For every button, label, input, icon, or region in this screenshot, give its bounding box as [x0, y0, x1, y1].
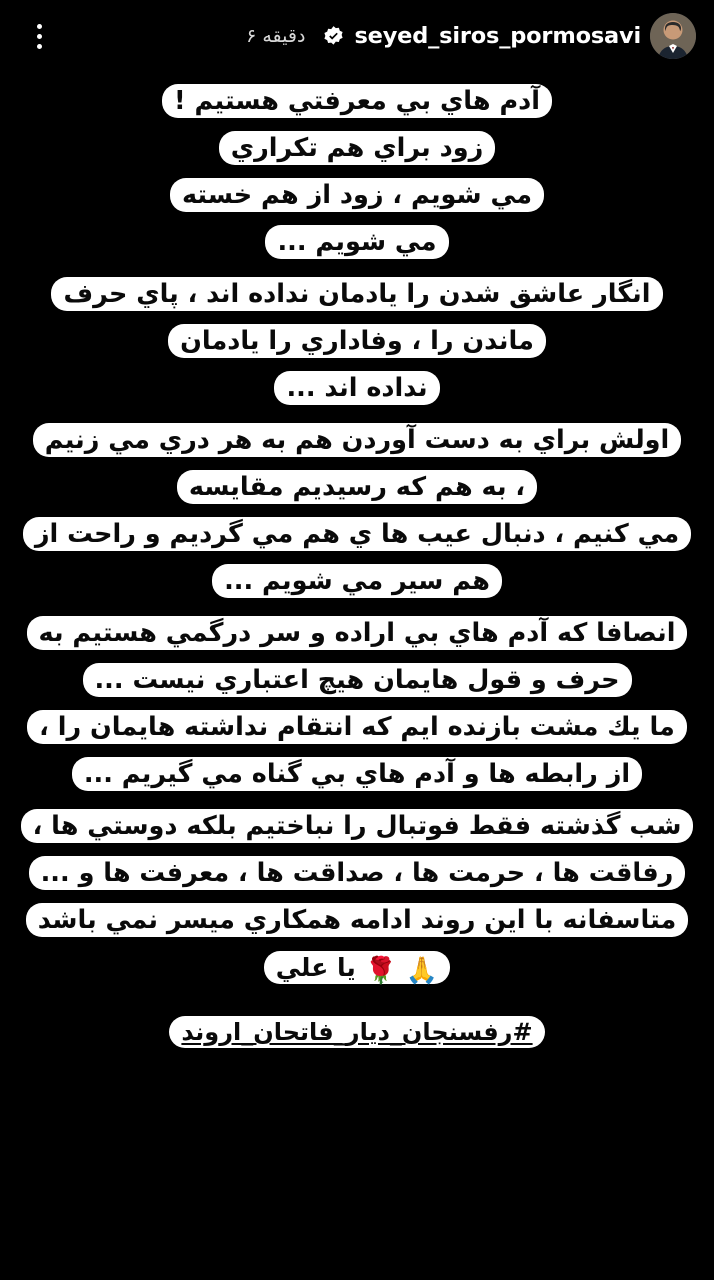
story-line: نداده اند ... — [274, 371, 439, 405]
story-line-wrap — [14, 897, 700, 944]
story-line: اولش براي به دست آوردن هم به هر دري مي زنيم — [33, 423, 682, 457]
story-line: ما يك مشت بازنده ايم كه انتقام نداشته هايمان را ، — [27, 710, 687, 744]
story-header — [0, 0, 714, 72]
story-line-wrap — [14, 78, 700, 125]
story-line-wrap — [14, 850, 700, 897]
story-text-overlay — [0, 78, 714, 1056]
story-line-wrap — [14, 172, 700, 219]
story-line: ، به هم كه رسيديم مقايسه — [177, 470, 537, 504]
story-line-wrap — [14, 511, 700, 558]
story-line-wrap — [14, 318, 700, 365]
story-timestamp: ۶ دقیقه — [246, 25, 306, 47]
story-line-wrap — [14, 803, 700, 850]
story-line: آدم هاي بي معرفتي هستيم ! — [162, 84, 552, 118]
story-line-wrap — [14, 704, 700, 751]
story-line: رفاقت ها ، حرمت ها ، صداقت ها ، معرفت ها و ... — [29, 856, 686, 890]
story-author-group[interactable] — [246, 13, 696, 59]
story-line-wrap — [14, 751, 700, 798]
menu-dot — [37, 44, 42, 49]
story-line-wrap — [14, 610, 700, 657]
story-line-wrap — [14, 271, 700, 318]
story-paragraph — [14, 78, 700, 266]
verified-badge-icon — [322, 25, 345, 48]
story-line: حرف و قول هايمان هيچ اعتباري نيست ... — [83, 663, 632, 697]
story-hashtag-wrap — [14, 1009, 700, 1056]
story-paragraph — [14, 610, 700, 798]
menu-dot — [37, 24, 42, 29]
story-line: مي شويم ... — [265, 225, 448, 259]
story-line-wrap — [14, 417, 700, 464]
story-paragraph — [14, 271, 700, 412]
story-line-wrap — [14, 944, 700, 995]
story-line-wrap — [14, 657, 700, 704]
story-line: متاسفانه با اين روند ادامه همكاري ميسر نمي باشد — [26, 903, 689, 937]
story-line-wrap — [14, 464, 700, 511]
story-line: از رابطه ها و آدم هاي بي گناه مي گيريم ... — [72, 757, 642, 791]
hashtag-link[interactable]: #رفسنجان_ديار_فاتحان_اروند — [169, 1016, 544, 1048]
story-line-wrap — [14, 365, 700, 412]
story-line: انگار عاشق شدن را يادمان نداده اند ، پاي حرف — [51, 277, 662, 311]
story-line: انصافا كه آدم هاي بي اراده و سر درگمي هستيم به — [27, 616, 688, 650]
story-line: مي شويم ، زود از هم خسته — [170, 178, 544, 212]
avatar[interactable] — [650, 13, 696, 59]
signature-emojis: 🙏 🌹 — [364, 956, 439, 986]
story-paragraph — [14, 417, 700, 605]
menu-dot — [37, 34, 42, 39]
story-line: زود براي هم تكراري — [219, 131, 496, 165]
story-line: ماندن را ، وفاداري را يادمان — [168, 324, 546, 358]
story-line-wrap — [14, 558, 700, 605]
signature-text: يا علي — [275, 953, 356, 982]
story-line: هم سير مي شويم ... — [212, 564, 502, 598]
story-line: مي كنيم ، دنبال عيب ها ي هم مي گرديم و راحت از — [23, 517, 691, 551]
story-username[interactable]: seyed_siros_pormosavi — [354, 23, 641, 49]
story-paragraph — [14, 803, 700, 995]
story-line-wrap — [14, 219, 700, 266]
story-line-wrap — [14, 125, 700, 172]
kebab-menu-icon[interactable] — [26, 16, 52, 56]
story-signature-line — [264, 951, 451, 984]
story-line: شب گذشته فقط فوتبال را نباختیم بلكه دوستي ها ، — [21, 809, 694, 843]
